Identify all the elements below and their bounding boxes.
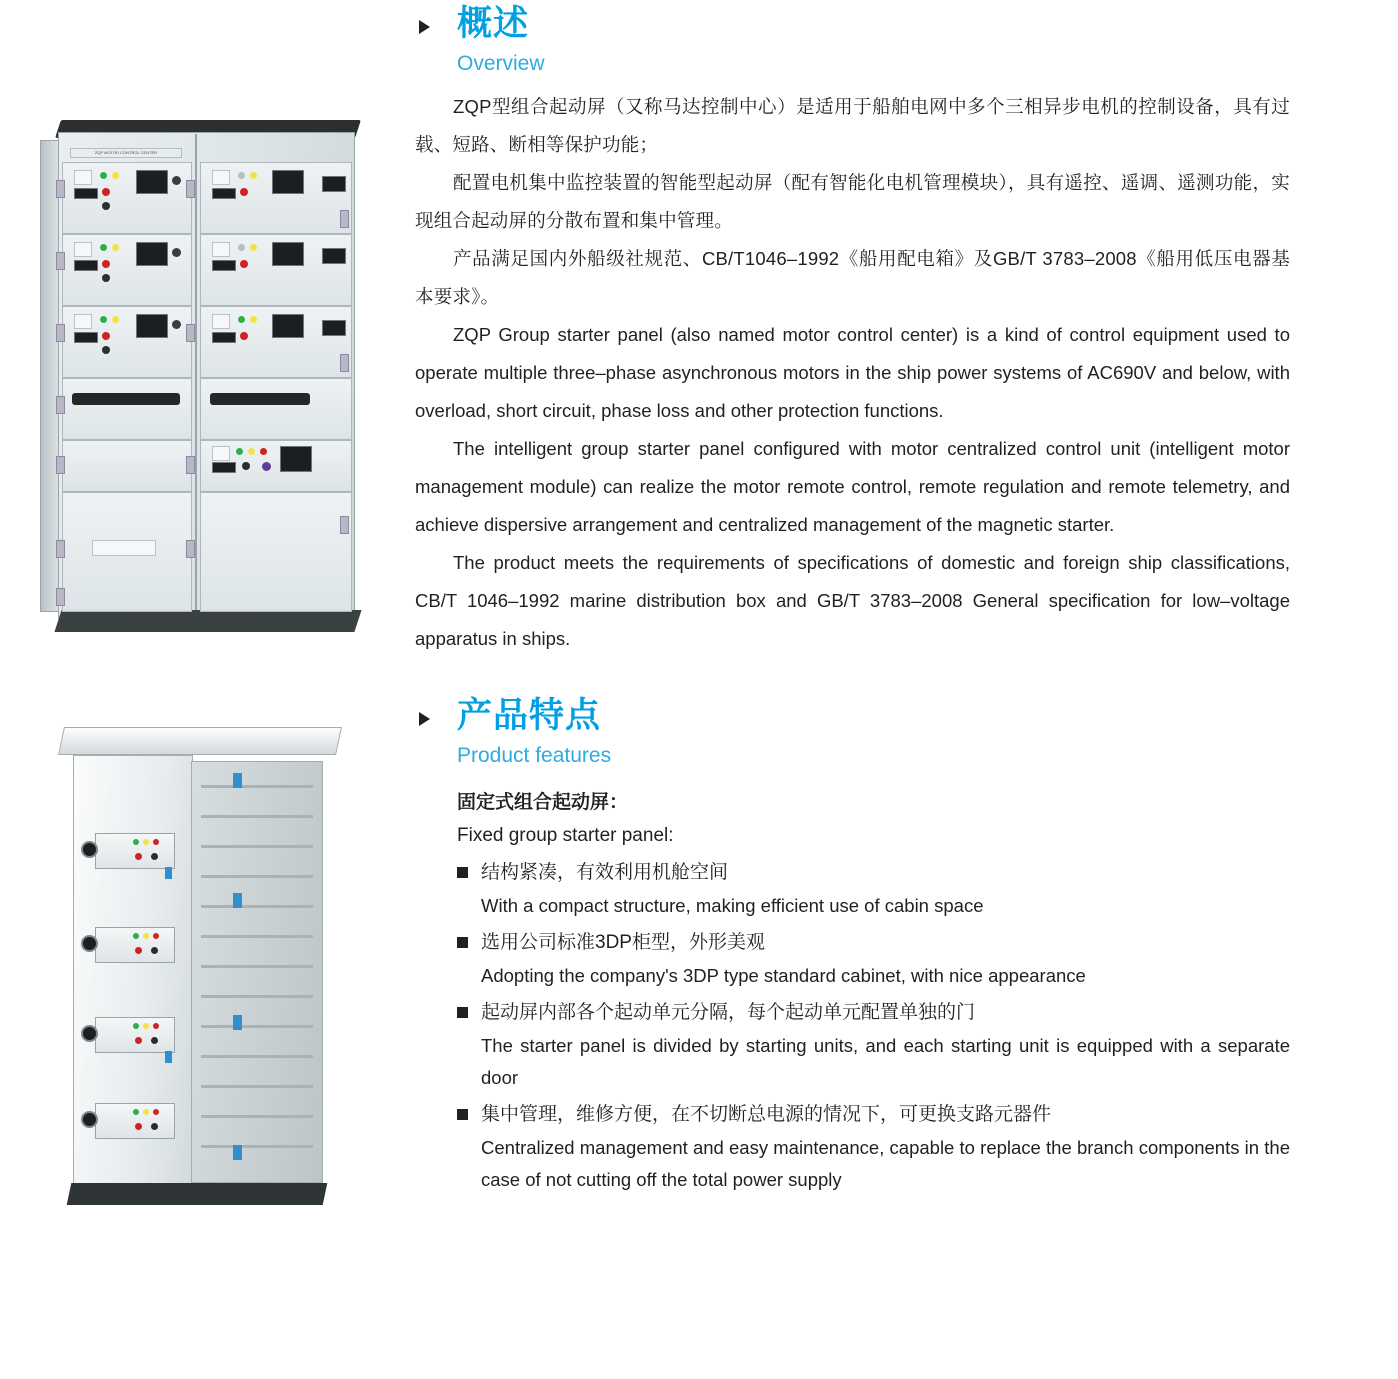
section-title-en: Product features	[457, 744, 612, 767]
instrument-display	[74, 314, 92, 329]
instruction-plate	[92, 540, 156, 556]
section-title-en: Overview	[457, 52, 545, 75]
ventilation-louver	[201, 845, 313, 848]
ventilation-louver	[201, 1055, 313, 1058]
square-bullet-icon	[457, 867, 468, 878]
feature-label-cn: 结构紧凑，有效利用机舱空间	[481, 862, 729, 883]
cabinet-roof	[58, 727, 342, 755]
door-latch	[233, 1145, 242, 1160]
indicator-lamp	[143, 1023, 149, 1029]
unit-door	[200, 492, 352, 612]
indicator-lamp	[143, 933, 149, 939]
door-handle	[72, 393, 180, 405]
door-hinge	[186, 540, 195, 558]
instrument-display	[212, 242, 230, 257]
start-button	[151, 1037, 158, 1044]
indicator-lamp	[238, 244, 245, 251]
square-bullet-icon	[457, 1109, 468, 1120]
feature-text-cn	[457, 1098, 1290, 1132]
indicator-lamp	[153, 1023, 159, 1029]
list-item	[457, 996, 1290, 1094]
indicator-lamp	[236, 448, 243, 455]
feature-text-en: With a compact structure, making efficient use of cabin space	[481, 895, 984, 916]
indicator-lamp	[112, 244, 119, 251]
meter	[272, 242, 304, 266]
indicator-lamp	[250, 316, 257, 323]
instrument-display	[212, 314, 230, 329]
start-button	[102, 274, 110, 282]
paragraph: 产品满足国内外船级社规范、CB/T1046–1992《船用配电箱》及GB/T 3783–2008《船用低压电器基本要求》。	[415, 248, 1290, 307]
indicator-lamp	[133, 839, 139, 845]
start-button	[151, 853, 158, 860]
indicator-lamp	[100, 172, 107, 179]
door-hinge	[56, 324, 65, 342]
triangle-arrow-icon	[419, 712, 430, 726]
paragraph: The product meets the requirements of specifications of domestic and foreign ship classifications, CB/T 1046–1992 marine distribution box and GB/T 3783–2008 General specification for low–voltage apparatus in ships.	[415, 552, 1290, 649]
selector-switch	[172, 176, 181, 185]
paragraph: ZQP Group starter panel (also named motor control center) is a kind of control equipment used to operate multiple three–phase asynchronous motors in the ship power systems of AC690V and below, with overload, short circuit, phase loss and other protection functions.	[415, 324, 1290, 421]
instrument-display	[212, 170, 230, 185]
rotary-handle	[81, 841, 98, 858]
paragraph: The intelligent group starter panel configured with motor centralized control unit (intelligent motor management module) can realize the motor remote control, remote regulation and remote telemetry, and achieve dispersive arrangement and centralized management of the magnetic starter.	[415, 438, 1290, 535]
door-hinge	[56, 252, 65, 270]
unit-door	[62, 378, 192, 440]
indicator-lamp	[153, 1109, 159, 1115]
feature-list	[415, 786, 1290, 1196]
indicator-lamp	[260, 448, 267, 455]
section-title-cn: 概述	[457, 4, 530, 43]
indicator-lamp	[112, 316, 119, 323]
feature-text-cn	[457, 856, 1290, 890]
door-hinge	[340, 210, 349, 228]
stop-button	[135, 1123, 142, 1130]
door-handle	[210, 393, 310, 405]
cabinet-base	[54, 610, 361, 632]
ventilation-louver	[201, 1085, 313, 1088]
feature-text-cn	[457, 926, 1290, 960]
door-latch	[233, 893, 242, 908]
feature-group-title-en: Fixed group starter panel:	[457, 825, 674, 846]
door-latch	[165, 1051, 172, 1063]
feature-text-en: The starter panel is divided by starting units, and each starting unit is equipped with a separate door	[481, 1035, 1290, 1088]
unit-door	[62, 440, 192, 492]
feature-label-cn: 起动屏内部各个起动单元分隔，每个起动单元配置单独的门	[481, 1002, 976, 1023]
meter	[74, 260, 98, 271]
section-title-cn: 产品特点	[457, 696, 602, 735]
feature-label-cn: 选用公司标准3DP柜型，外形美观	[481, 932, 765, 953]
stop-button	[240, 188, 248, 196]
starter-panel-front-photo	[40, 110, 370, 640]
instrument-display	[74, 170, 92, 185]
list-item	[457, 1098, 1290, 1196]
start-button	[102, 202, 110, 210]
square-bullet-icon	[457, 937, 468, 948]
meter	[136, 314, 168, 338]
ventilation-louver	[201, 995, 313, 998]
indicator-lamp	[143, 1109, 149, 1115]
meter	[136, 242, 168, 266]
meter	[136, 170, 168, 194]
feature-text-en: Adopting the company's 3DP type standard cabinet, with nice appearance	[481, 965, 1086, 986]
door-latch	[233, 773, 242, 788]
door-hinge	[186, 324, 195, 342]
indicator-lamp	[100, 316, 107, 323]
ventilation-louver	[201, 1115, 313, 1118]
indicator-lamp	[238, 172, 245, 179]
stop-button	[135, 947, 142, 954]
door-hinge	[56, 180, 65, 198]
list-item	[457, 926, 1290, 992]
triangle-arrow-icon	[419, 20, 430, 34]
indicator-lamp	[153, 933, 159, 939]
fixed-starter-cabinet-photo	[55, 715, 375, 1235]
ventilation-louver	[201, 905, 313, 908]
start-button	[151, 947, 158, 954]
feature-text-cn	[457, 996, 1290, 1030]
stop-button	[102, 188, 110, 196]
section-header-product-features	[415, 692, 1290, 770]
instrument-display	[212, 446, 230, 461]
overview-english-body	[415, 316, 1290, 658]
start-button	[102, 346, 110, 354]
door-hinge	[186, 456, 195, 474]
door-hinge	[340, 516, 349, 534]
overview-chinese-body	[415, 88, 1290, 316]
door-latch	[165, 867, 172, 879]
indicator-lamp	[143, 839, 149, 845]
door-hinge	[56, 396, 65, 414]
door-hinge	[340, 354, 349, 372]
cabinet-side-face	[191, 761, 323, 1183]
indicator-lamp	[133, 933, 139, 939]
ventilation-louver	[201, 1145, 313, 1148]
cabinet-center-divider	[195, 134, 197, 615]
stop-button	[240, 332, 248, 340]
feature-label-cn: 集中管理，维修方便，在不切断总电源的情况下，可更换支路元器件	[481, 1104, 1052, 1125]
meter	[74, 188, 98, 199]
door-latch	[233, 1015, 242, 1030]
paragraph: ZQP型组合起动屏（又称马达控制中心）是适用于船舶电网中多个三相异步电机的控制设备，具有过载、短路、断相等保护功能；	[415, 96, 1290, 155]
meter	[272, 170, 304, 194]
ventilation-louver	[201, 875, 313, 878]
indicator-lamp	[133, 1023, 139, 1029]
indicator-lamp	[250, 172, 257, 179]
ventilation-louver	[201, 815, 313, 818]
cabinet-plinth	[67, 1183, 328, 1205]
indicator-lamp	[248, 448, 255, 455]
meter	[74, 332, 98, 343]
meter	[212, 462, 236, 473]
feature-text-en: Centralized management and easy maintenance, capable to replace the branch components in the case of not cutting off the total power supply	[481, 1137, 1290, 1190]
ventilation-louver	[201, 965, 313, 968]
section-header-overview	[415, 0, 1290, 78]
stop-button	[102, 332, 110, 340]
start-button	[151, 1123, 158, 1130]
list-item	[457, 856, 1290, 922]
paragraph: 配置电机集中监控装置的智能型起动屏（配有智能化电机管理模块），具有遥控、遥调、遥测功能，实现组合起动屏的分散布置和集中管理。	[415, 172, 1290, 231]
ventilation-louver	[201, 935, 313, 938]
stop-button	[102, 260, 110, 268]
indicator-lamp	[250, 244, 257, 251]
selector-switch	[172, 248, 181, 257]
meter	[280, 446, 312, 472]
meter	[322, 248, 346, 264]
door-hinge	[56, 456, 65, 474]
square-bullet-icon	[457, 1007, 468, 1018]
meter	[322, 320, 346, 336]
meter	[322, 176, 346, 192]
instrument-display	[74, 242, 92, 257]
meter	[212, 260, 236, 271]
door-hinge	[56, 540, 65, 558]
stop-button	[240, 260, 248, 268]
selector-switch	[172, 320, 181, 329]
selector-switch	[262, 462, 271, 471]
rotary-handle	[81, 1111, 98, 1128]
door-hinge	[56, 588, 65, 606]
meter	[272, 314, 304, 338]
stop-button	[135, 853, 142, 860]
rotary-handle	[81, 1025, 98, 1042]
indicator-lamp	[238, 316, 245, 323]
feature-group-title-cn: 固定式组合起动屏：	[457, 792, 629, 813]
indicator-lamp	[153, 839, 159, 845]
indicator-lamp	[100, 244, 107, 251]
meter	[212, 188, 236, 199]
indicator-lamp	[133, 1109, 139, 1115]
meter	[212, 332, 236, 343]
indicator-lamp	[112, 172, 119, 179]
start-button	[242, 462, 250, 470]
rotary-handle	[81, 935, 98, 952]
cabinet-nameplate: ZQP MOTOR CONTROL CENTER	[70, 148, 182, 158]
content-column	[415, 0, 1290, 1379]
figure-column	[0, 0, 400, 1379]
ventilation-louver	[201, 1025, 313, 1028]
unit-door	[200, 378, 352, 440]
ventilation-louver	[201, 785, 313, 788]
stop-button	[135, 1037, 142, 1044]
door-hinge	[186, 180, 195, 198]
